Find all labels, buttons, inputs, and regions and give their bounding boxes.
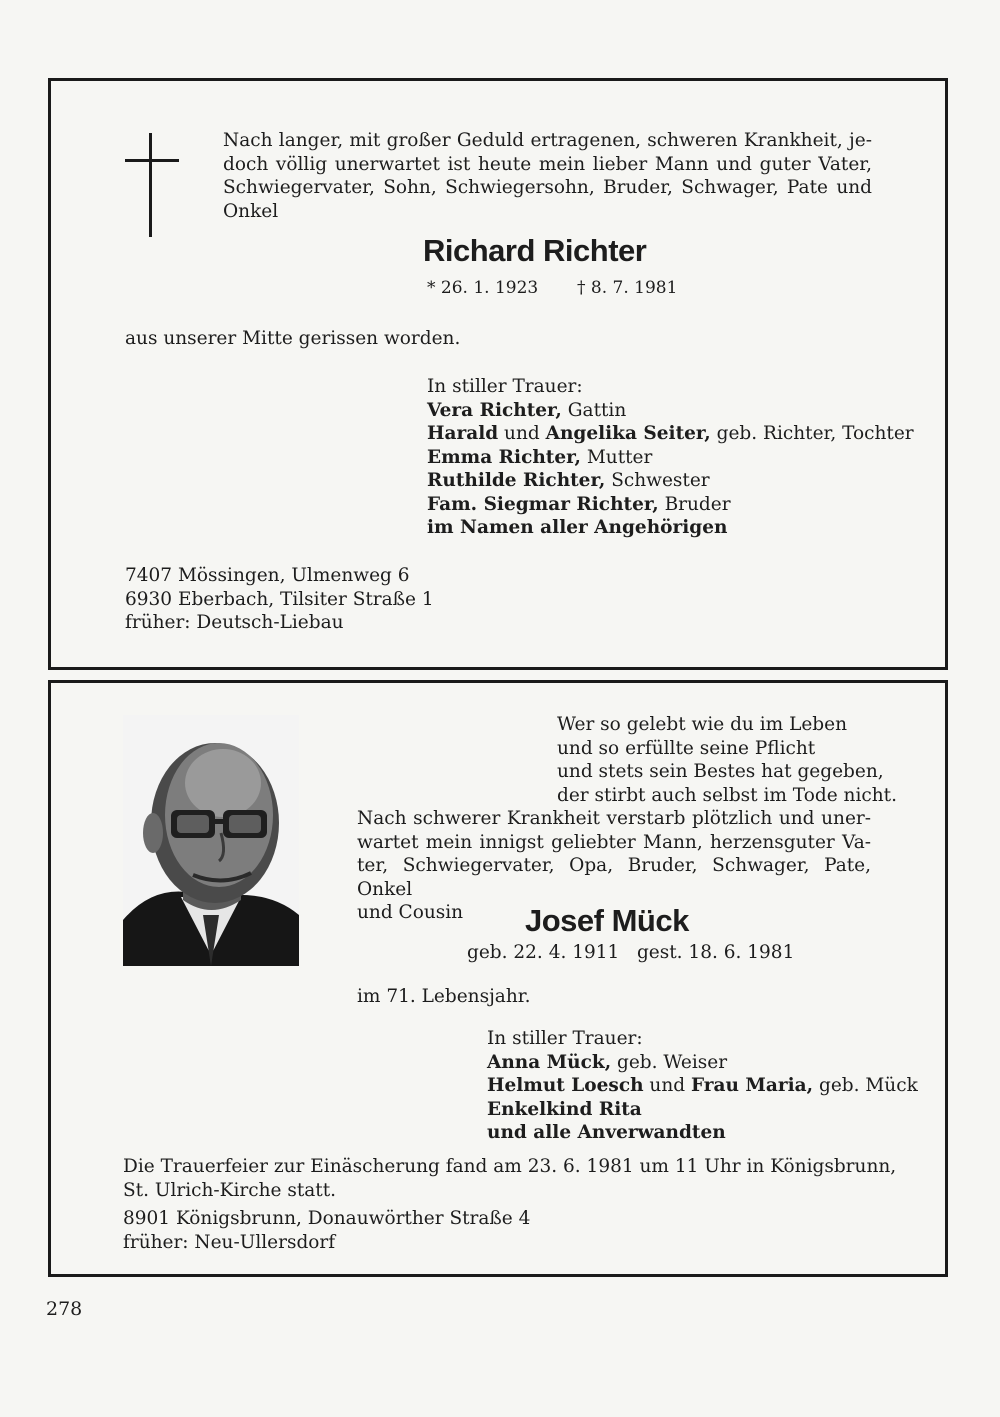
mourner-line: im Namen aller Angehörigen	[427, 517, 728, 538]
intro-line: Nach langer, mit großer Geduld ertragenen, schweren Krankheit, je-	[223, 130, 872, 151]
birth-date: * 26. 1. 1923	[427, 278, 539, 298]
death-date: † 8. 7. 1981	[577, 278, 678, 298]
outro-text: aus unserer Mitte gerissen worden.	[125, 328, 461, 349]
intro-line: Nach schwerer Krankheit verstarb plötzlich und uner-	[357, 808, 871, 829]
poem-line: und so erfüllte seine Pflicht	[557, 737, 816, 759]
address-line: 7407 Mössingen, Ulmenweg 6	[125, 565, 410, 586]
poem-line: und stets sein Bestes hat gegeben,	[557, 761, 884, 782]
address-line: früher: Neu-Ullersdorf	[123, 1231, 336, 1253]
mourner-line: und alle Anverwandten	[487, 1122, 726, 1143]
obituary-notice-richter	[48, 78, 948, 670]
address-block	[125, 564, 434, 635]
intro-line: doch völlig unerwartet ist heute mein lieber Mann und guter Vater,	[223, 153, 872, 175]
intro-line: wartet mein innigst geliebter Mann, herzensguter Va-	[357, 831, 871, 853]
intro-line: Onkel	[223, 200, 279, 222]
address-block	[123, 1207, 530, 1254]
mourner-line: Ruthilde Richter, Schwester	[427, 470, 710, 491]
mourner-line: Helmut Loesch und Frau Maria, geb. Mück	[487, 1075, 918, 1096]
mourner-line: Emma Richter, Mutter	[427, 446, 653, 468]
intro-line: ter, Schwiegervater, Opa, Bruder, Schwager, Pate, Onkel	[357, 855, 871, 900]
age-text: im 71. Lebensjahr.	[357, 986, 531, 1007]
ceremony-line: St. Ulrich-Kirche statt.	[123, 1179, 337, 1201]
mourner-line: Anna Mück, geb. Weiser	[487, 1051, 728, 1073]
page-number: 278	[46, 1298, 83, 1320]
intro-line: und Cousin	[357, 902, 464, 923]
address-line: früher: Deutsch-Liebau	[125, 612, 344, 633]
ceremony-line: Die Trauerfeier zur Einäscherung fand am 23. 6. 1981 um 11 Uhr in Königsbrunn,	[123, 1156, 897, 1177]
obituary-notice-mueck	[48, 680, 948, 1277]
intro-line: Schwiegervater, Sohn, Schwiegersohn, Bruder, Schwager, Pate und	[223, 177, 872, 198]
address-line: 8901 Königsbrunn, Donauwörther Straße 4	[123, 1208, 531, 1229]
mourner-line: Vera Richter, Gattin	[427, 399, 627, 421]
deceased-name: Josef Mück	[525, 903, 689, 938]
poem-line: der stirbt auch selbst im Tode nicht.	[557, 784, 897, 806]
ceremony-info	[123, 1155, 896, 1202]
mourners-block	[427, 375, 914, 540]
mourning-heading: In stiller Trauer:	[427, 376, 583, 397]
intro-text	[223, 129, 872, 223]
life-dates: geb. 22. 4. 1911 gest. 18. 6. 1981	[467, 942, 795, 963]
poem-line: Wer so gelebt wie du im Leben	[557, 714, 848, 735]
mourner-line: Fam. Siegmar Richter, Bruder	[427, 493, 731, 515]
deceased-name: Richard Richter	[423, 233, 647, 268]
mourner-line: Harald und Angelika Seiter, geb. Richter, Tochter	[427, 423, 914, 444]
mourning-heading: In stiller Trauer:	[487, 1028, 643, 1049]
mourner-line: Enkelkind Rita	[487, 1098, 642, 1120]
portrait-photo	[123, 715, 299, 966]
address-line: 6930 Eberbach, Tilsiter Straße 1	[125, 588, 434, 610]
poem	[557, 713, 897, 807]
mourners-block	[487, 1027, 918, 1145]
